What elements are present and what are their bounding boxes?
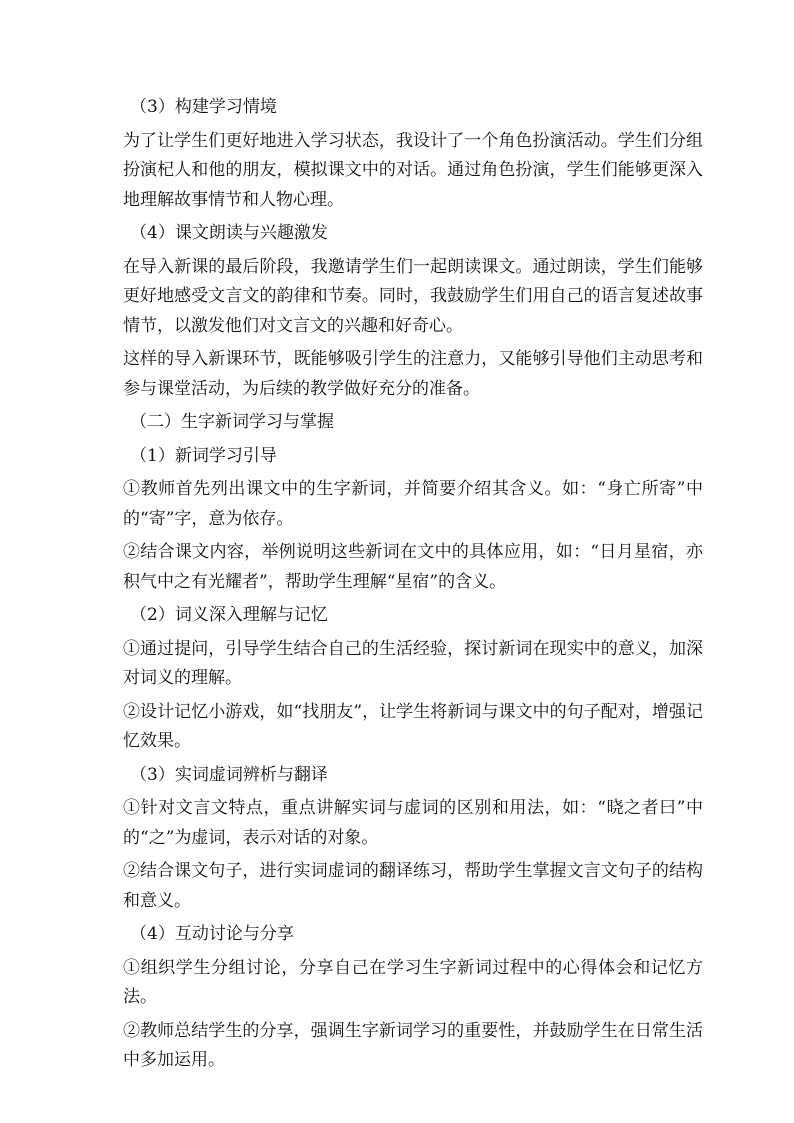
list-item: ②设计记忆小游戏，如“找朋友”，让学生将新词与课文中的句子配对，增强记忆效果。 [123,701,703,751]
list-item: ①通过提问，引导学生结合自己的生活经验，探讨新词在现实中的意义，加深对词义的理解。 [123,638,703,688]
paragraph: 为了让学生们更好地进入学习状态，我设计了一个角色扮演活动。学生们分组扮演杞人和他的朋友，模拟课文中的对话。通过角色扮演，学生们能够更深入地理解故事情节和人物心理。 [123,130,703,210]
section-heading-4b: （4）互动讨论与分享 [130,924,294,944]
paragraph: 在导入新课的最后阶段，我邀请学生们一起朗读课文。通过朗读，学生们能够更好地感受文言文的韵律和节奏。同时，我鼓励学生们用自己的语言复述故事情节，以激发他们对文言文的兴趣和好奇心。 [123,256,703,336]
list-item: ①教师首先列出课文中的生字新词，并简要介绍其含义。如：“身亡所寄”中的“寄”字，意为依存。 [123,479,703,529]
section-heading-3b: （3）实词虚词辨析与翻译 [130,764,328,785]
list-item: ①组织学生分组讨论，分享自己在学习生字新词过程中的心得体会和记忆方法。 [123,957,703,1007]
paragraph: 这样的导入新课环节，既能够吸引学生的注意力，又能够引导他们主动思考和参与课堂活动，为后续的教学做好充分的准备。 [123,349,703,399]
chapter-heading: （二）生字新词学习与掌握 [130,412,334,432]
section-heading-3: （3）构建学习情境 [130,97,277,117]
list-item: ②结合课文句子，进行实词虚词的翻译练习，帮助学生掌握文言文句子的结构和意义。 [123,861,703,911]
list-item: ②结合课文内容，举例说明这些新词在文中的具体应用，如：“日月星宿，亦积气中之有光耀者”，帮助学生理解“星宿”的含义。 [123,542,703,592]
list-item: ①针对文言文特点，重点讲解实词与虚词的区别和用法，如：“晓之者曰”中的“之”为虚词，表示对话的对象。 [123,798,703,848]
document-body [123,93,703,1080]
section-heading-2: （2）词义深入理解与记忆 [130,605,328,625]
list-item: ②教师总结学生的分享，强调生字新词学习的重要性，并鼓励学生在日常生活中多加运用。 [123,1020,703,1070]
section-heading-4: （4）课文朗读与兴趣激发 [130,223,328,243]
section-heading-1: （1）新词学习引导 [130,445,277,466]
